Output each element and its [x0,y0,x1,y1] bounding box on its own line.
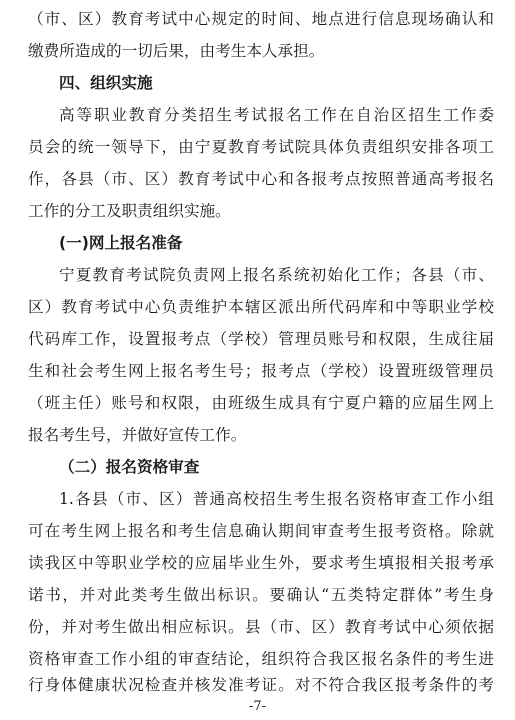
paragraph-line: 行身体健康状况检查并核发准考证。对不符合我区报考条件的考 [28,676,494,694]
paragraph-line: （市、区）教育考试中心规定的时间、地点进行信息现场确认和 [28,10,494,28]
paragraph-line: 生和社会考生网上报名考生号；报考点（学校）设置班级管理员 [28,362,494,380]
subsection-heading: （二）报名资格审查 [59,458,200,476]
paragraph-line: 代码库工作，设置报考点（学校）管理员账号和权限，生成往届 [28,330,494,348]
paragraph-line: 宁夏教育考试院负责网上报名系统初始化工作；各县（市、 [59,266,494,284]
paragraph-line: 可在考生网上报名和考生信息确认期间审查考生报考资格。除就 [28,522,494,540]
paragraph-line: 资格审查工作小组的审查结论，组织符合我区报名条件的考生进 [28,650,494,668]
paragraph-line: 作，各县（市、区）教育考试中心和各报考点按照普通高考报名 [28,170,494,188]
paragraph-line: 缴费所造成的一切后果，由考生本人承担。 [28,42,325,60]
paragraph-line: 1.各县（市、区）普通高校招生考生报名资格审查工作小组 [59,490,494,508]
paragraph-line: 工作的分工及职责组织实施。 [28,202,231,220]
subsection-heading: (一)网上报名准备 [59,234,183,252]
paragraph-line: 区）教育考试中心负责维护本辖区派出所代码库和中等职业学校 [28,298,494,316]
paragraph-line: 高等职业教育分类招生考试报名工作在自治区招生工作委 [59,106,494,124]
paragraph-line: 员会的统一领导下，由宁夏教育考试院具体负责组织安排各项工 [28,138,494,156]
paragraph-line: 读我区中等职业学校的应届毕业生外，要求考生填报相关报考承 [28,554,494,572]
section-heading: 四、组织实施 [59,74,153,92]
paragraph-line: 份，并对考生做出相应标识。县（市、区）教育考试中心须依据 [28,618,494,636]
paragraph-line: 诺书，并对此类考生做出标识。要确认“五类特定群体”考生身 [28,586,494,604]
page-number: -7- [248,699,267,714]
paragraph-line: 报名考生号，并做好宣传工作。 [28,426,247,444]
paragraph-line: （班主任）账号和权限，由班级生成具有宁夏户籍的应届生网上 [28,394,494,412]
